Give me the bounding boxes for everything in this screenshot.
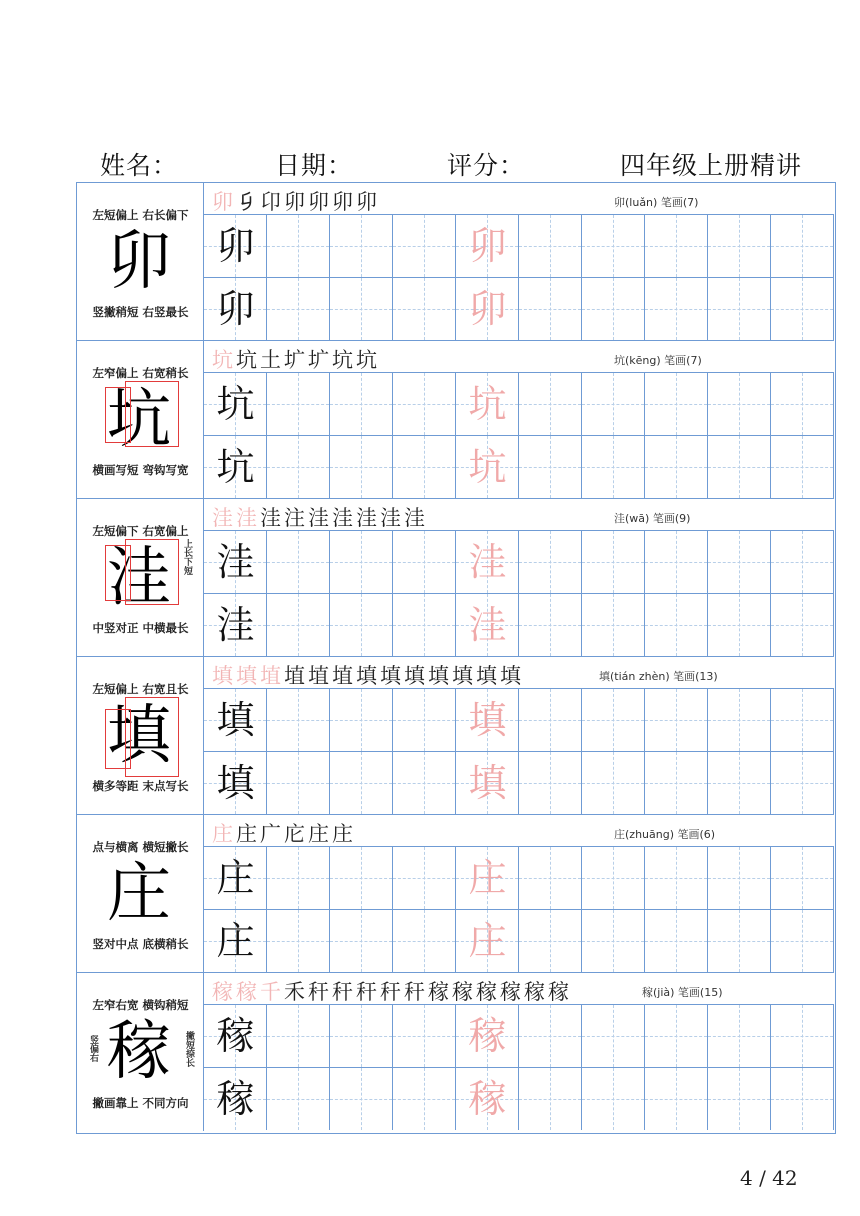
structure-tip-bottom: 竖撇稍短 右竖最长 bbox=[92, 305, 189, 319]
example-char: 坑 bbox=[216, 445, 255, 489]
stroke-step: 洼 bbox=[212, 506, 236, 530]
practice-cell[interactable] bbox=[519, 847, 582, 909]
structure-tip-bottom: 竖对中点 底横稍长 bbox=[92, 937, 189, 951]
practice-cell[interactable] bbox=[708, 278, 771, 340]
practice-cell[interactable] bbox=[645, 531, 708, 593]
practice-cell[interactable] bbox=[582, 847, 645, 909]
model-panel bbox=[77, 657, 204, 814]
practice-cell[interactable] bbox=[582, 594, 645, 656]
practice-cell[interactable] bbox=[708, 373, 771, 435]
practice-cell[interactable] bbox=[771, 1005, 834, 1067]
practice-cell[interactable] bbox=[330, 436, 393, 498]
practice-cell[interactable] bbox=[456, 278, 519, 340]
stroke-step: 注 bbox=[284, 506, 308, 530]
structure-tip-bottom: 横多等距 末点写长 bbox=[92, 779, 189, 793]
practice-cell[interactable] bbox=[645, 689, 708, 751]
stroke-step: 埴 bbox=[308, 664, 332, 688]
structure-tip-top: 左短偏下 右宽偏上 bbox=[92, 524, 189, 538]
model-panel bbox=[77, 499, 204, 656]
stroke-sequence bbox=[212, 502, 428, 532]
practice-cell[interactable] bbox=[645, 1005, 708, 1067]
practice-cell[interactable] bbox=[456, 594, 519, 656]
practice-cell[interactable] bbox=[267, 910, 330, 972]
stroke-step: 填 bbox=[404, 664, 428, 688]
stroke-step: 洼 bbox=[308, 506, 332, 530]
practice-cell[interactable] bbox=[393, 689, 456, 751]
stroke-step: 填 bbox=[236, 664, 260, 688]
stroke-step: 填 bbox=[500, 664, 524, 688]
char-block bbox=[77, 341, 834, 499]
char-info: 洼(wā) 笔画(9) bbox=[614, 512, 691, 525]
stroke-step: 卯 bbox=[308, 190, 332, 214]
practice-cell[interactable] bbox=[708, 215, 771, 277]
practice-cell[interactable] bbox=[393, 1068, 456, 1130]
structure-tip-top: 左短偏上 右宽且长 bbox=[92, 682, 189, 696]
practice-cell[interactable] bbox=[267, 752, 330, 814]
stroke-order-row bbox=[204, 815, 834, 847]
practice-cell[interactable] bbox=[771, 531, 834, 593]
practice-cell[interactable] bbox=[204, 373, 267, 435]
stroke-step: 卯 bbox=[284, 190, 308, 214]
practice-cell[interactable] bbox=[330, 752, 393, 814]
practice-cell[interactable] bbox=[456, 847, 519, 909]
writing-row bbox=[204, 531, 834, 594]
trace-char: 洼 bbox=[468, 540, 507, 584]
stroke-order-row bbox=[204, 183, 834, 215]
practice-area bbox=[204, 657, 834, 814]
stroke-sequence bbox=[212, 660, 524, 690]
stroke-order-row bbox=[204, 973, 834, 1005]
practice-cell[interactable] bbox=[519, 689, 582, 751]
stroke-step: 卬 bbox=[260, 190, 284, 214]
practice-cell[interactable] bbox=[582, 531, 645, 593]
structure-tip-top: 左窄右宽 横钩稍短 bbox=[92, 998, 189, 1012]
practice-cell[interactable] bbox=[771, 215, 834, 277]
practice-cell[interactable] bbox=[330, 1068, 393, 1130]
practice-cell[interactable] bbox=[519, 910, 582, 972]
trace-char: 坑 bbox=[468, 382, 507, 426]
practice-cell[interactable] bbox=[708, 1068, 771, 1130]
stroke-step: 稼 bbox=[452, 980, 476, 1004]
practice-cell[interactable] bbox=[267, 594, 330, 656]
model-char: 稼 bbox=[107, 1015, 171, 1089]
stroke-step: 禾 bbox=[284, 980, 308, 1004]
practice-cell[interactable] bbox=[708, 436, 771, 498]
side-note-right: 撇短捺长 bbox=[184, 1031, 194, 1067]
practice-cell[interactable] bbox=[204, 594, 267, 656]
practice-cell[interactable] bbox=[267, 1068, 330, 1130]
writing-row bbox=[204, 752, 834, 815]
practice-cell[interactable] bbox=[204, 847, 267, 909]
stroke-step: 庄 bbox=[332, 822, 356, 846]
stroke-step: 洼 bbox=[404, 506, 428, 530]
model-char: 庄 bbox=[107, 857, 171, 931]
page-number: 4 / 42 bbox=[740, 1166, 798, 1190]
model-char: 卯 bbox=[107, 225, 171, 299]
practice-cell[interactable] bbox=[645, 215, 708, 277]
stroke-step: 坑 bbox=[332, 348, 356, 372]
trace-char: 卯 bbox=[468, 287, 507, 331]
writing-row bbox=[204, 689, 834, 752]
side-note: 上长下短 bbox=[182, 539, 192, 575]
stroke-step: 稼 bbox=[428, 980, 452, 1004]
practice-cell[interactable] bbox=[456, 689, 519, 751]
practice-cell[interactable] bbox=[267, 436, 330, 498]
practice-cell[interactable] bbox=[393, 594, 456, 656]
practice-cell[interactable] bbox=[204, 1005, 267, 1067]
char-info: 卯(luǎn) 笔画(7) bbox=[614, 196, 699, 209]
stroke-step: 秆 bbox=[356, 980, 380, 1004]
stroke-step: 洼 bbox=[356, 506, 380, 530]
practice-cell[interactable] bbox=[645, 594, 708, 656]
char-info: 庄(zhuāng) 笔画(6) bbox=[614, 828, 716, 841]
practice-cell[interactable] bbox=[708, 689, 771, 751]
stroke-step: 𠂎 bbox=[236, 190, 260, 214]
stroke-step: 卯 bbox=[332, 190, 356, 214]
model-panel bbox=[77, 183, 204, 340]
practice-cell[interactable] bbox=[393, 847, 456, 909]
practice-cell[interactable] bbox=[519, 752, 582, 814]
char-block bbox=[77, 499, 834, 657]
practice-cell[interactable] bbox=[645, 278, 708, 340]
practice-cell[interactable] bbox=[645, 910, 708, 972]
practice-cell[interactable] bbox=[519, 278, 582, 340]
practice-cell[interactable] bbox=[204, 436, 267, 498]
writing-row bbox=[204, 1068, 834, 1131]
stroke-step: 圹 bbox=[308, 348, 332, 372]
practice-cell[interactable] bbox=[582, 910, 645, 972]
practice-cell[interactable] bbox=[708, 847, 771, 909]
practice-cell[interactable] bbox=[771, 1068, 834, 1130]
practice-cell[interactable] bbox=[771, 278, 834, 340]
stroke-step: 秆 bbox=[404, 980, 428, 1004]
stroke-order-row bbox=[204, 499, 834, 531]
char-block bbox=[77, 973, 834, 1131]
stroke-step: 洼 bbox=[260, 506, 284, 530]
practice-cell[interactable] bbox=[204, 215, 267, 277]
char-info: 坑(kēng) 笔画(7) bbox=[614, 354, 702, 367]
trace-char: 坑 bbox=[468, 445, 507, 489]
practice-cell[interactable] bbox=[204, 531, 267, 593]
practice-cell[interactable] bbox=[645, 436, 708, 498]
stroke-step: 洼 bbox=[236, 506, 260, 530]
model-char: 填 bbox=[107, 699, 171, 773]
side-note-left: 竖偏右 bbox=[88, 1035, 98, 1062]
practice-cell[interactable] bbox=[582, 1005, 645, 1067]
practice-cell[interactable] bbox=[267, 215, 330, 277]
example-char: 卯 bbox=[216, 224, 255, 268]
stroke-step: 埴 bbox=[260, 664, 284, 688]
practice-cell[interactable] bbox=[267, 847, 330, 909]
practice-cell[interactable] bbox=[519, 436, 582, 498]
practice-cell[interactable] bbox=[267, 531, 330, 593]
practice-cell[interactable] bbox=[330, 531, 393, 593]
practice-cell[interactable] bbox=[456, 752, 519, 814]
stroke-step: 稼 bbox=[236, 980, 260, 1004]
practice-cell[interactable] bbox=[582, 373, 645, 435]
stroke-step: 填 bbox=[356, 664, 380, 688]
stroke-step: 埴 bbox=[284, 664, 308, 688]
stroke-sequence bbox=[212, 976, 572, 1006]
writing-row bbox=[204, 1005, 834, 1068]
trace-char: 填 bbox=[468, 761, 507, 805]
structure-tip-top: 点与横离 横短撇长 bbox=[92, 840, 189, 854]
book-title: 四年级上册精讲 bbox=[620, 151, 803, 180]
practice-cell[interactable] bbox=[519, 1068, 582, 1130]
stroke-step: 卯 bbox=[212, 190, 236, 214]
practice-cell[interactable] bbox=[771, 847, 834, 909]
score-label: 评分： bbox=[447, 151, 526, 180]
practice-cell[interactable] bbox=[645, 752, 708, 814]
stroke-step: 填 bbox=[428, 664, 452, 688]
stroke-step: 埴 bbox=[332, 664, 356, 688]
practice-cell[interactable] bbox=[204, 689, 267, 751]
practice-cell[interactable] bbox=[393, 1005, 456, 1067]
practice-cell[interactable] bbox=[267, 278, 330, 340]
trace-char: 填 bbox=[468, 698, 507, 742]
practice-cell[interactable] bbox=[771, 689, 834, 751]
practice-cell[interactable] bbox=[456, 1005, 519, 1067]
stroke-step: 填 bbox=[452, 664, 476, 688]
guide-box-right bbox=[125, 697, 179, 777]
practice-cell[interactable] bbox=[330, 847, 393, 909]
practice-cell[interactable] bbox=[582, 436, 645, 498]
practice-cell[interactable] bbox=[771, 594, 834, 656]
stroke-step: 土 bbox=[260, 348, 284, 372]
practice-cell[interactable] bbox=[519, 215, 582, 277]
practice-cell[interactable] bbox=[456, 1068, 519, 1130]
name-label: 姓名： bbox=[100, 151, 179, 180]
practice-cell[interactable] bbox=[582, 1068, 645, 1130]
practice-cell[interactable] bbox=[267, 689, 330, 751]
practice-area bbox=[204, 815, 834, 972]
practice-cell[interactable] bbox=[456, 215, 519, 277]
stroke-step: 卯 bbox=[356, 190, 380, 214]
example-char: 卯 bbox=[216, 287, 255, 331]
example-char: 稼 bbox=[216, 1014, 255, 1058]
guide-box-right bbox=[125, 539, 179, 605]
stroke-step: 秆 bbox=[332, 980, 356, 1004]
writing-row bbox=[204, 215, 834, 278]
writing-row bbox=[204, 436, 834, 499]
practice-cell[interactable] bbox=[708, 531, 771, 593]
stroke-step: 秆 bbox=[380, 980, 404, 1004]
practice-cell[interactable] bbox=[267, 373, 330, 435]
stroke-step: 坑 bbox=[236, 348, 260, 372]
worksheet-header bbox=[0, 138, 860, 188]
char-info: 填(tián zhèn) 笔画(13) bbox=[599, 670, 718, 683]
example-char: 稼 bbox=[216, 1077, 255, 1121]
example-char: 洼 bbox=[216, 540, 255, 584]
stroke-sequence bbox=[212, 344, 380, 374]
practice-cell[interactable] bbox=[519, 1005, 582, 1067]
writing-row bbox=[204, 278, 834, 341]
model-panel bbox=[77, 973, 204, 1131]
stroke-step: 洼 bbox=[332, 506, 356, 530]
structure-tip-bottom: 撇画靠上 不同方向 bbox=[92, 1096, 189, 1110]
writing-row bbox=[204, 910, 834, 973]
practice-cell[interactable] bbox=[267, 1005, 330, 1067]
practice-cell[interactable] bbox=[456, 531, 519, 593]
practice-cell[interactable] bbox=[330, 594, 393, 656]
practice-cell[interactable] bbox=[771, 436, 834, 498]
stroke-step: 秆 bbox=[308, 980, 332, 1004]
char-info: 稼(jià) 笔画(15) bbox=[642, 986, 723, 999]
stroke-order-row bbox=[204, 341, 834, 373]
practice-cell[interactable] bbox=[330, 689, 393, 751]
trace-char: 洼 bbox=[468, 603, 507, 647]
practice-cell[interactable] bbox=[330, 1005, 393, 1067]
structure-tip-top: 左窄偏上 右宽稍长 bbox=[92, 366, 189, 380]
practice-cell[interactable] bbox=[519, 373, 582, 435]
date-label: 日期： bbox=[275, 151, 354, 180]
practice-cell[interactable] bbox=[708, 594, 771, 656]
practice-area bbox=[204, 183, 834, 340]
structure-tip-bottom: 中竖对正 中横最长 bbox=[92, 621, 189, 635]
example-char: 填 bbox=[216, 698, 255, 742]
stroke-step: 圹 bbox=[284, 348, 308, 372]
practice-cell[interactable] bbox=[204, 1068, 267, 1130]
practice-cell[interactable] bbox=[393, 531, 456, 593]
trace-char: 稼 bbox=[468, 1014, 507, 1058]
writing-row bbox=[204, 847, 834, 910]
char-block bbox=[77, 815, 834, 973]
trace-char: 庄 bbox=[468, 919, 507, 963]
stroke-step: 广 bbox=[260, 822, 284, 846]
structure-tip-top: 左短偏上 右长偏下 bbox=[92, 208, 189, 222]
practice-area bbox=[204, 341, 834, 498]
practice-cell[interactable] bbox=[330, 215, 393, 277]
practice-cell[interactable] bbox=[708, 1005, 771, 1067]
stroke-step: 庄 bbox=[308, 822, 332, 846]
stroke-sequence bbox=[212, 818, 356, 848]
practice-cell[interactable] bbox=[204, 278, 267, 340]
stroke-step: 填 bbox=[380, 664, 404, 688]
stroke-sequence bbox=[212, 186, 380, 216]
practice-sheet bbox=[76, 182, 836, 1134]
practice-cell[interactable] bbox=[519, 594, 582, 656]
practice-cell[interactable] bbox=[204, 910, 267, 972]
stroke-step: 稼 bbox=[212, 980, 236, 1004]
guide-box-right bbox=[125, 381, 179, 447]
practice-cell[interactable] bbox=[456, 910, 519, 972]
stroke-step: 庄 bbox=[236, 822, 260, 846]
practice-cell[interactable] bbox=[204, 752, 267, 814]
stroke-step: 洼 bbox=[380, 506, 404, 530]
stroke-step: 千 bbox=[260, 980, 284, 1004]
stroke-step: 稼 bbox=[476, 980, 500, 1004]
practice-cell[interactable] bbox=[771, 752, 834, 814]
stroke-step: 稼 bbox=[524, 980, 548, 1004]
practice-cell[interactable] bbox=[582, 278, 645, 340]
model-char: 坑 bbox=[107, 383, 171, 457]
practice-area bbox=[204, 499, 834, 656]
practice-area bbox=[204, 973, 834, 1131]
practice-cell[interactable] bbox=[582, 689, 645, 751]
example-char: 坑 bbox=[216, 382, 255, 426]
writing-row bbox=[204, 594, 834, 657]
practice-cell[interactable] bbox=[582, 752, 645, 814]
example-char: 庄 bbox=[216, 856, 255, 900]
practice-cell[interactable] bbox=[519, 531, 582, 593]
practice-cell[interactable] bbox=[582, 215, 645, 277]
model-char: 洼 bbox=[107, 541, 171, 615]
practice-cell[interactable] bbox=[456, 373, 519, 435]
char-block bbox=[77, 657, 834, 815]
practice-cell[interactable] bbox=[771, 910, 834, 972]
stroke-step: 坑 bbox=[212, 348, 236, 372]
practice-cell[interactable] bbox=[708, 910, 771, 972]
example-char: 庄 bbox=[216, 919, 255, 963]
practice-cell[interactable] bbox=[645, 1068, 708, 1130]
structure-tip-bottom: 横画写短 弯钩写宽 bbox=[92, 463, 189, 477]
practice-cell[interactable] bbox=[330, 373, 393, 435]
practice-cell[interactable] bbox=[393, 215, 456, 277]
stroke-step: 填 bbox=[476, 664, 500, 688]
writing-row bbox=[204, 373, 834, 436]
practice-cell[interactable] bbox=[771, 373, 834, 435]
trace-char: 卯 bbox=[468, 224, 507, 268]
practice-cell[interactable] bbox=[393, 436, 456, 498]
stroke-step: 稼 bbox=[548, 980, 572, 1004]
practice-cell[interactable] bbox=[393, 910, 456, 972]
stroke-step: 庄 bbox=[212, 822, 236, 846]
trace-char: 稼 bbox=[468, 1077, 507, 1121]
practice-cell[interactable] bbox=[645, 373, 708, 435]
stroke-order-row bbox=[204, 657, 834, 689]
practice-cell[interactable] bbox=[645, 847, 708, 909]
practice-cell[interactable] bbox=[330, 910, 393, 972]
stroke-step: 填 bbox=[212, 664, 236, 688]
char-block bbox=[77, 183, 834, 341]
practice-cell[interactable] bbox=[393, 373, 456, 435]
stroke-step: 庀 bbox=[284, 822, 308, 846]
practice-cell[interactable] bbox=[456, 436, 519, 498]
model-panel bbox=[77, 341, 204, 498]
practice-cell[interactable] bbox=[708, 752, 771, 814]
trace-char: 庄 bbox=[468, 856, 507, 900]
model-panel bbox=[77, 815, 204, 972]
stroke-step: 坑 bbox=[356, 348, 380, 372]
practice-cell[interactable] bbox=[393, 752, 456, 814]
example-char: 洼 bbox=[216, 603, 255, 647]
practice-cell[interactable] bbox=[330, 278, 393, 340]
example-char: 填 bbox=[216, 761, 255, 805]
stroke-step: 稼 bbox=[500, 980, 524, 1004]
practice-cell[interactable] bbox=[393, 278, 456, 340]
